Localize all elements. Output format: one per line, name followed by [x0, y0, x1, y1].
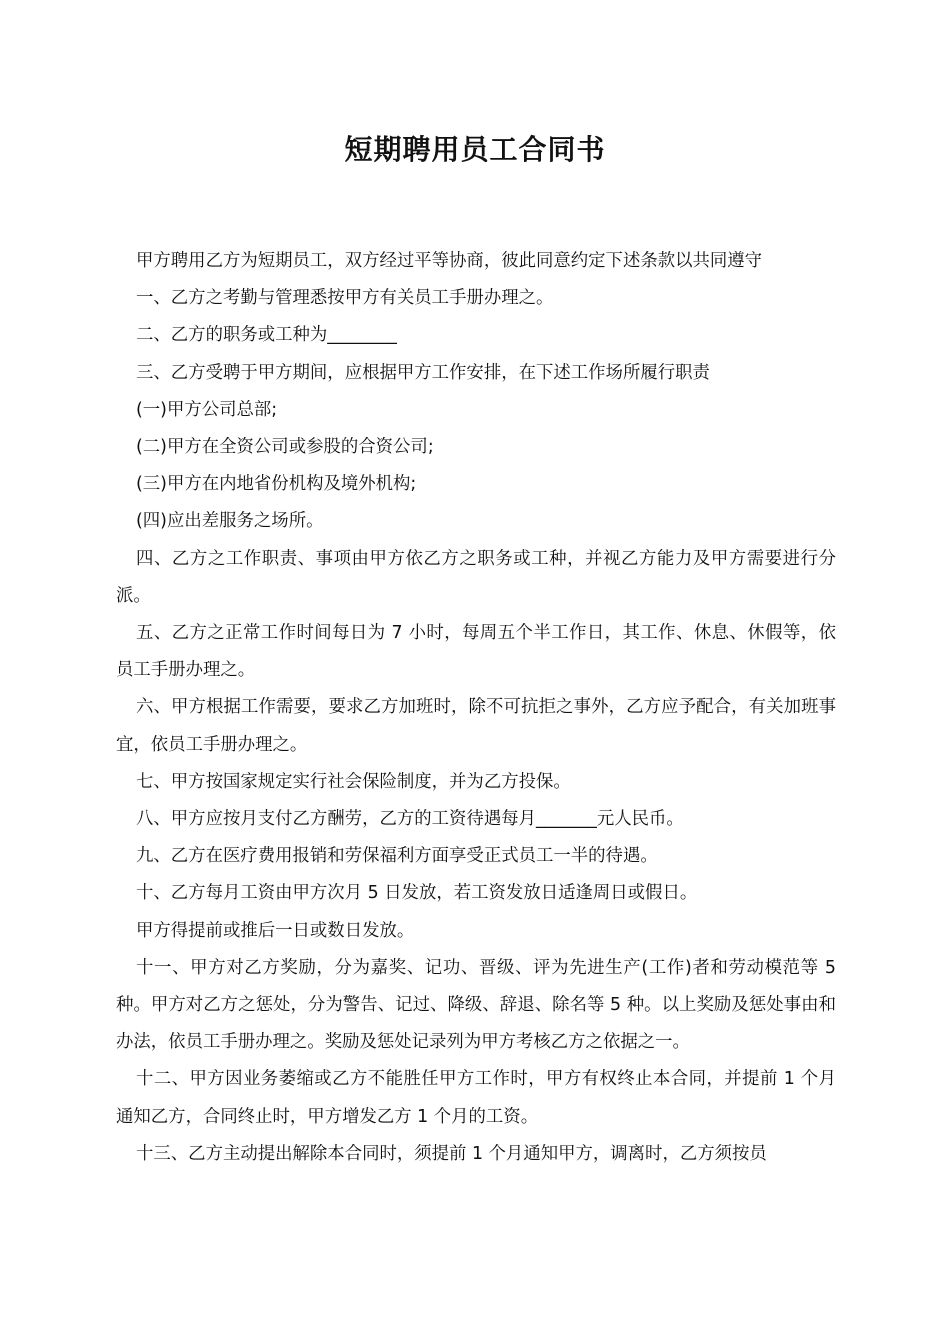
paragraph-clause-4: 四、乙方之工作职责、事项由甲方依乙方之职务或工种，并视乙方能力及甲方需要进行分派。 — [116, 548, 836, 606]
document-title: 短期聘用员工合同书 — [344, 133, 606, 166]
paragraph-clause-13: 十三、乙方主动提出解除本合同时，须提前 1 个月通知甲方，调离时，乙方须按员 — [136, 1143, 767, 1164]
paragraph-clause-3-item-2: (二)甲方在全资公司或参股的合资公司; — [136, 437, 434, 458]
paragraph-clause-5: 五、乙方之正常工作时间每日为 7 小时，每周五个半工作日，其工作、休息、休假等，依员工手册办理之。 — [116, 623, 836, 681]
paragraph-clause-3-item-4: (四)应出差服务之场所。 — [136, 511, 324, 532]
paragraph-clause-6: 六、甲方根据工作需要，要求乙方加班时，除不可抗拒之事外，乙方应予配合，有关加班事宜，依员工手册办理之。 — [116, 697, 836, 755]
paragraph-clause-2: 二、乙方的职务或工种为________ — [136, 325, 397, 346]
paragraph-clause-9: 九、乙方在医疗费用报销和劳保福利方面享受正式员工一半的待遇。 — [136, 846, 658, 867]
paragraph-clause-3-item-3: (三)甲方在内地省份机构及境外机构; — [136, 474, 417, 495]
paragraph-clause-10-continued: 甲方得提前或推后一日或数日发放。 — [136, 920, 415, 941]
paragraph-clause-12: 十二、甲方因业务萎缩或乙方不能胜任甲方工作时，甲方有权终止本合同，并提前 1 个月通知乙方，合同终止时，甲方增发乙方 1 个月的工资。 — [116, 1069, 836, 1127]
paragraph-clause-3-item-1: (一)甲方公司总部; — [136, 399, 278, 420]
paragraph-intro: 甲方聘用乙方为短期员工，双方经过平等协商，彼此同意约定下述条款以共同遵守 — [136, 251, 763, 271]
paragraph-clause-11: 十一、甲方对乙方奖励，分为嘉奖、记功、晋级、评为先进生产(工作)者和劳动模范等 5 种。甲方对乙方之惩处，分为警告、记过、降级、辞退、除名等 5 种。以上奖励及惩处事由和办法，依员工手册办理之。奖励及惩处记录列为甲方考核乙方之依据之一。 — [116, 957, 836, 1053]
paragraph-clause-3: 三、乙方受聘于甲方期间，应根据甲方工作安排，在下述工作场所履行职责 — [136, 362, 710, 383]
paragraph-clause-8: 八、甲方应按月支付乙方酬劳，乙方的工资待遇每月_______元人民币。 — [136, 809, 684, 830]
document-body — [116, 243, 836, 1173]
paragraph-clause-1: 一、乙方之考勤与管理悉按甲方有关员工手册办理之。 — [136, 288, 554, 309]
paragraph-clause-10: 十、乙方每月工资由甲方次月 5 日发放，若工资发放日适逢周日或假日。 — [136, 883, 698, 904]
paragraph-clause-7: 七、甲方按国家规定实行社会保险制度，并为乙方投保。 — [136, 771, 571, 792]
